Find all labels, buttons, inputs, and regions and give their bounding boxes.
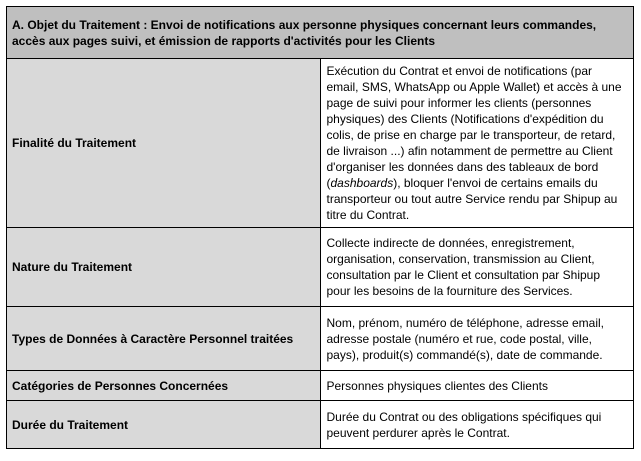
row-label-finalite: Finalité du Traitement [7,59,321,228]
finalite-text-part1: Exécution du Contrat et envoi de notifications (par email, SMS, WhatsApp ou Apple Wallet) et accès à une page de suivi pour informer les clients (personnes physiques) des Clients (Notifications d'expédition du colis, de prise en charge par le transporteur, de retard, de livraison ...) afin notamment de permettre au Client d'organiser les données dans des tableaux de bord ( [326,64,622,190]
row-value-categories: Personnes physiques clientes des Clients [320,371,634,401]
processing-details-table [6,6,634,449]
finalite-text-part2: ), bloquer l'envoi de certains emails du transporteur ou tout autre Service rendu par Shipup au titre du Contrat. [326,176,618,222]
table-row [7,401,634,449]
row-value-finalite [320,59,634,228]
table-row [7,371,634,401]
table-row [7,59,634,228]
row-value-duree: Durée du Contrat ou des obligations spécifiques qui peuvent perdurer après le Contrat. [320,401,634,449]
table-row [7,307,634,371]
finalite-text-emphasis: dashboards [330,176,394,190]
row-label-nature: Nature du Traitement [7,228,321,307]
row-label-duree: Durée du Traitement [7,401,321,449]
row-value-types-donnees: Nom, prénom, numéro de téléphone, adresse email, adresse postale (numéro et rue, code postal, ville, pays), produit(s) commandé(s), date de commande. [320,307,634,371]
row-label-types-donnees: Types de Données à Caractère Personnel traitées [7,307,321,371]
table-header-row [7,7,634,59]
row-value-nature: Collecte indirecte de données, enregistrement, organisation, conservation, transmission au Client, consultation par le Client et consultation par Shipup pour les besoins de la fourniture des Services. [320,228,634,307]
row-label-categories: Catégories de Personnes Concernées [7,371,321,401]
section-title: A. Objet du Traitement : Envoi de notifications aux personne physiques concernant leurs commandes, accès aux pages suivi, et émission de rapports d'activités pour les Clients [7,7,634,59]
table-row [7,228,634,307]
